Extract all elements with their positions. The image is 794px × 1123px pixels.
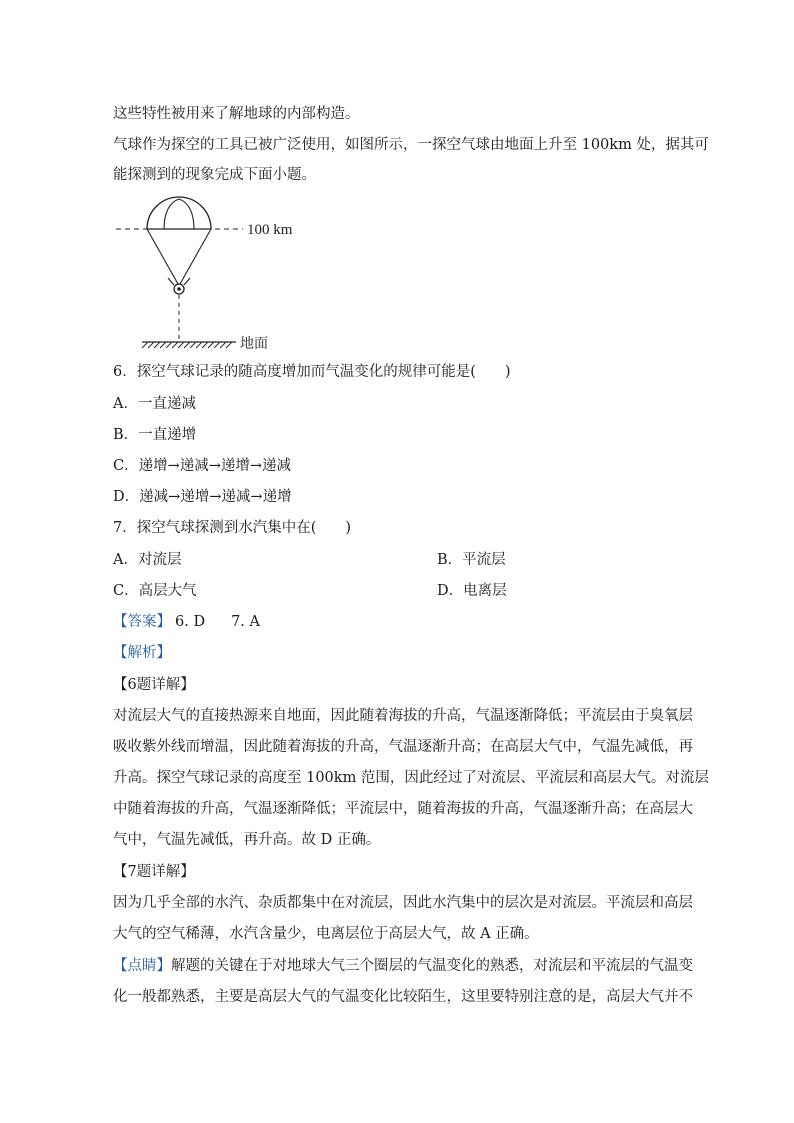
altitude-label: 100 km: [247, 222, 293, 238]
tip-line-1: 解题的关键在于对地球大气三个圈层的气温变化的熟悉，对流层和平流层的气温变: [171, 958, 693, 974]
intro-line-1: 这些特性被用来了解地球的内部构造。: [113, 106, 360, 122]
q6-option-c: C．递增→递减→递增→递减: [113, 458, 292, 474]
q7-option-b: B．平流层: [437, 552, 506, 568]
q7-option-d: D．电离层: [437, 583, 507, 599]
detail6-label: 【6题详解】: [113, 677, 195, 693]
detail7-line-2: 大气的空气稀薄，水汽含量少，电离层位于高层大气，故 A 正确。: [113, 926, 539, 942]
detail6-line-3: 升高。探空气球记录的高度至 100km 范围，因此经过了对流层、平流层和高层大气。对流层: [113, 770, 709, 786]
detail6-line-5: 气中，气温先减低，再升高。故 D 正确。: [113, 832, 381, 848]
q6-option-b: B．一直递增: [113, 427, 197, 443]
detail6-line-2: 吸收紫外线而增温，因此随着海拔的升高，气温逐渐升高；在高层大气中，气温先减低，再: [113, 739, 693, 755]
detail7-line-1: 因为几乎全部的水汽、杂质都集中在对流层，因此水汽集中的层次是对流层。平流层和高层: [113, 895, 693, 911]
q7-option-a: A．对流层: [113, 552, 182, 568]
intro-line-3: 能探测到的现象完成下面小题。: [113, 167, 316, 183]
detail6-line-4: 中随着海拔的升高，气温逐渐降低；平流层中，随着海拔的升高，气温逐渐升高；在高层大: [113, 801, 693, 817]
suspension-line-left: [147, 229, 178, 284]
answer-row: [113, 612, 286, 632]
q7-stem: 7．探空气球探测到水汽集中在( ): [113, 520, 352, 536]
answer-label: 【答案】: [113, 614, 171, 630]
intro-line-2: 气球作为探空的工具已被广泛使用，如图所示，一探空气球由地面上升至 100km 处，据其可: [113, 137, 709, 153]
instrument-dot: [177, 287, 181, 291]
tip-row-1: [113, 956, 693, 976]
balloon-canopy: [147, 197, 211, 229]
ground-hatching: [142, 342, 232, 348]
detail6-line-1: 对流层大气的直接热源来自地面，因此随着海拔的升高，气温逐渐降低；平流层由于臭氧层: [113, 708, 693, 724]
answer-q6: 6. D: [175, 614, 206, 630]
answer-q7: 7. A: [231, 614, 260, 630]
tip-label: 【点睛】: [113, 958, 171, 974]
q6-option-d: D．递减→递增→递减→递增: [113, 489, 292, 505]
q6-stem: 6．探空气球记录的随高度增加而气温变化的规律可能是( ): [113, 364, 511, 380]
q6-option-a: A．一直递减: [113, 396, 196, 412]
analysis-label: 【解析】: [113, 645, 171, 661]
detail7-label: 【7题详解】: [113, 864, 195, 880]
ground-label: 地面: [240, 337, 268, 352]
tip-line-2: 化一般都熟悉，主要是高层大气的气温变化比较陌生，这里要特别注意的是，高层大气并不: [113, 989, 693, 1005]
q7-option-c: C．高层大气: [113, 583, 197, 599]
suspension-line-right: [180, 229, 211, 284]
balloon-figure: [110, 190, 310, 355]
